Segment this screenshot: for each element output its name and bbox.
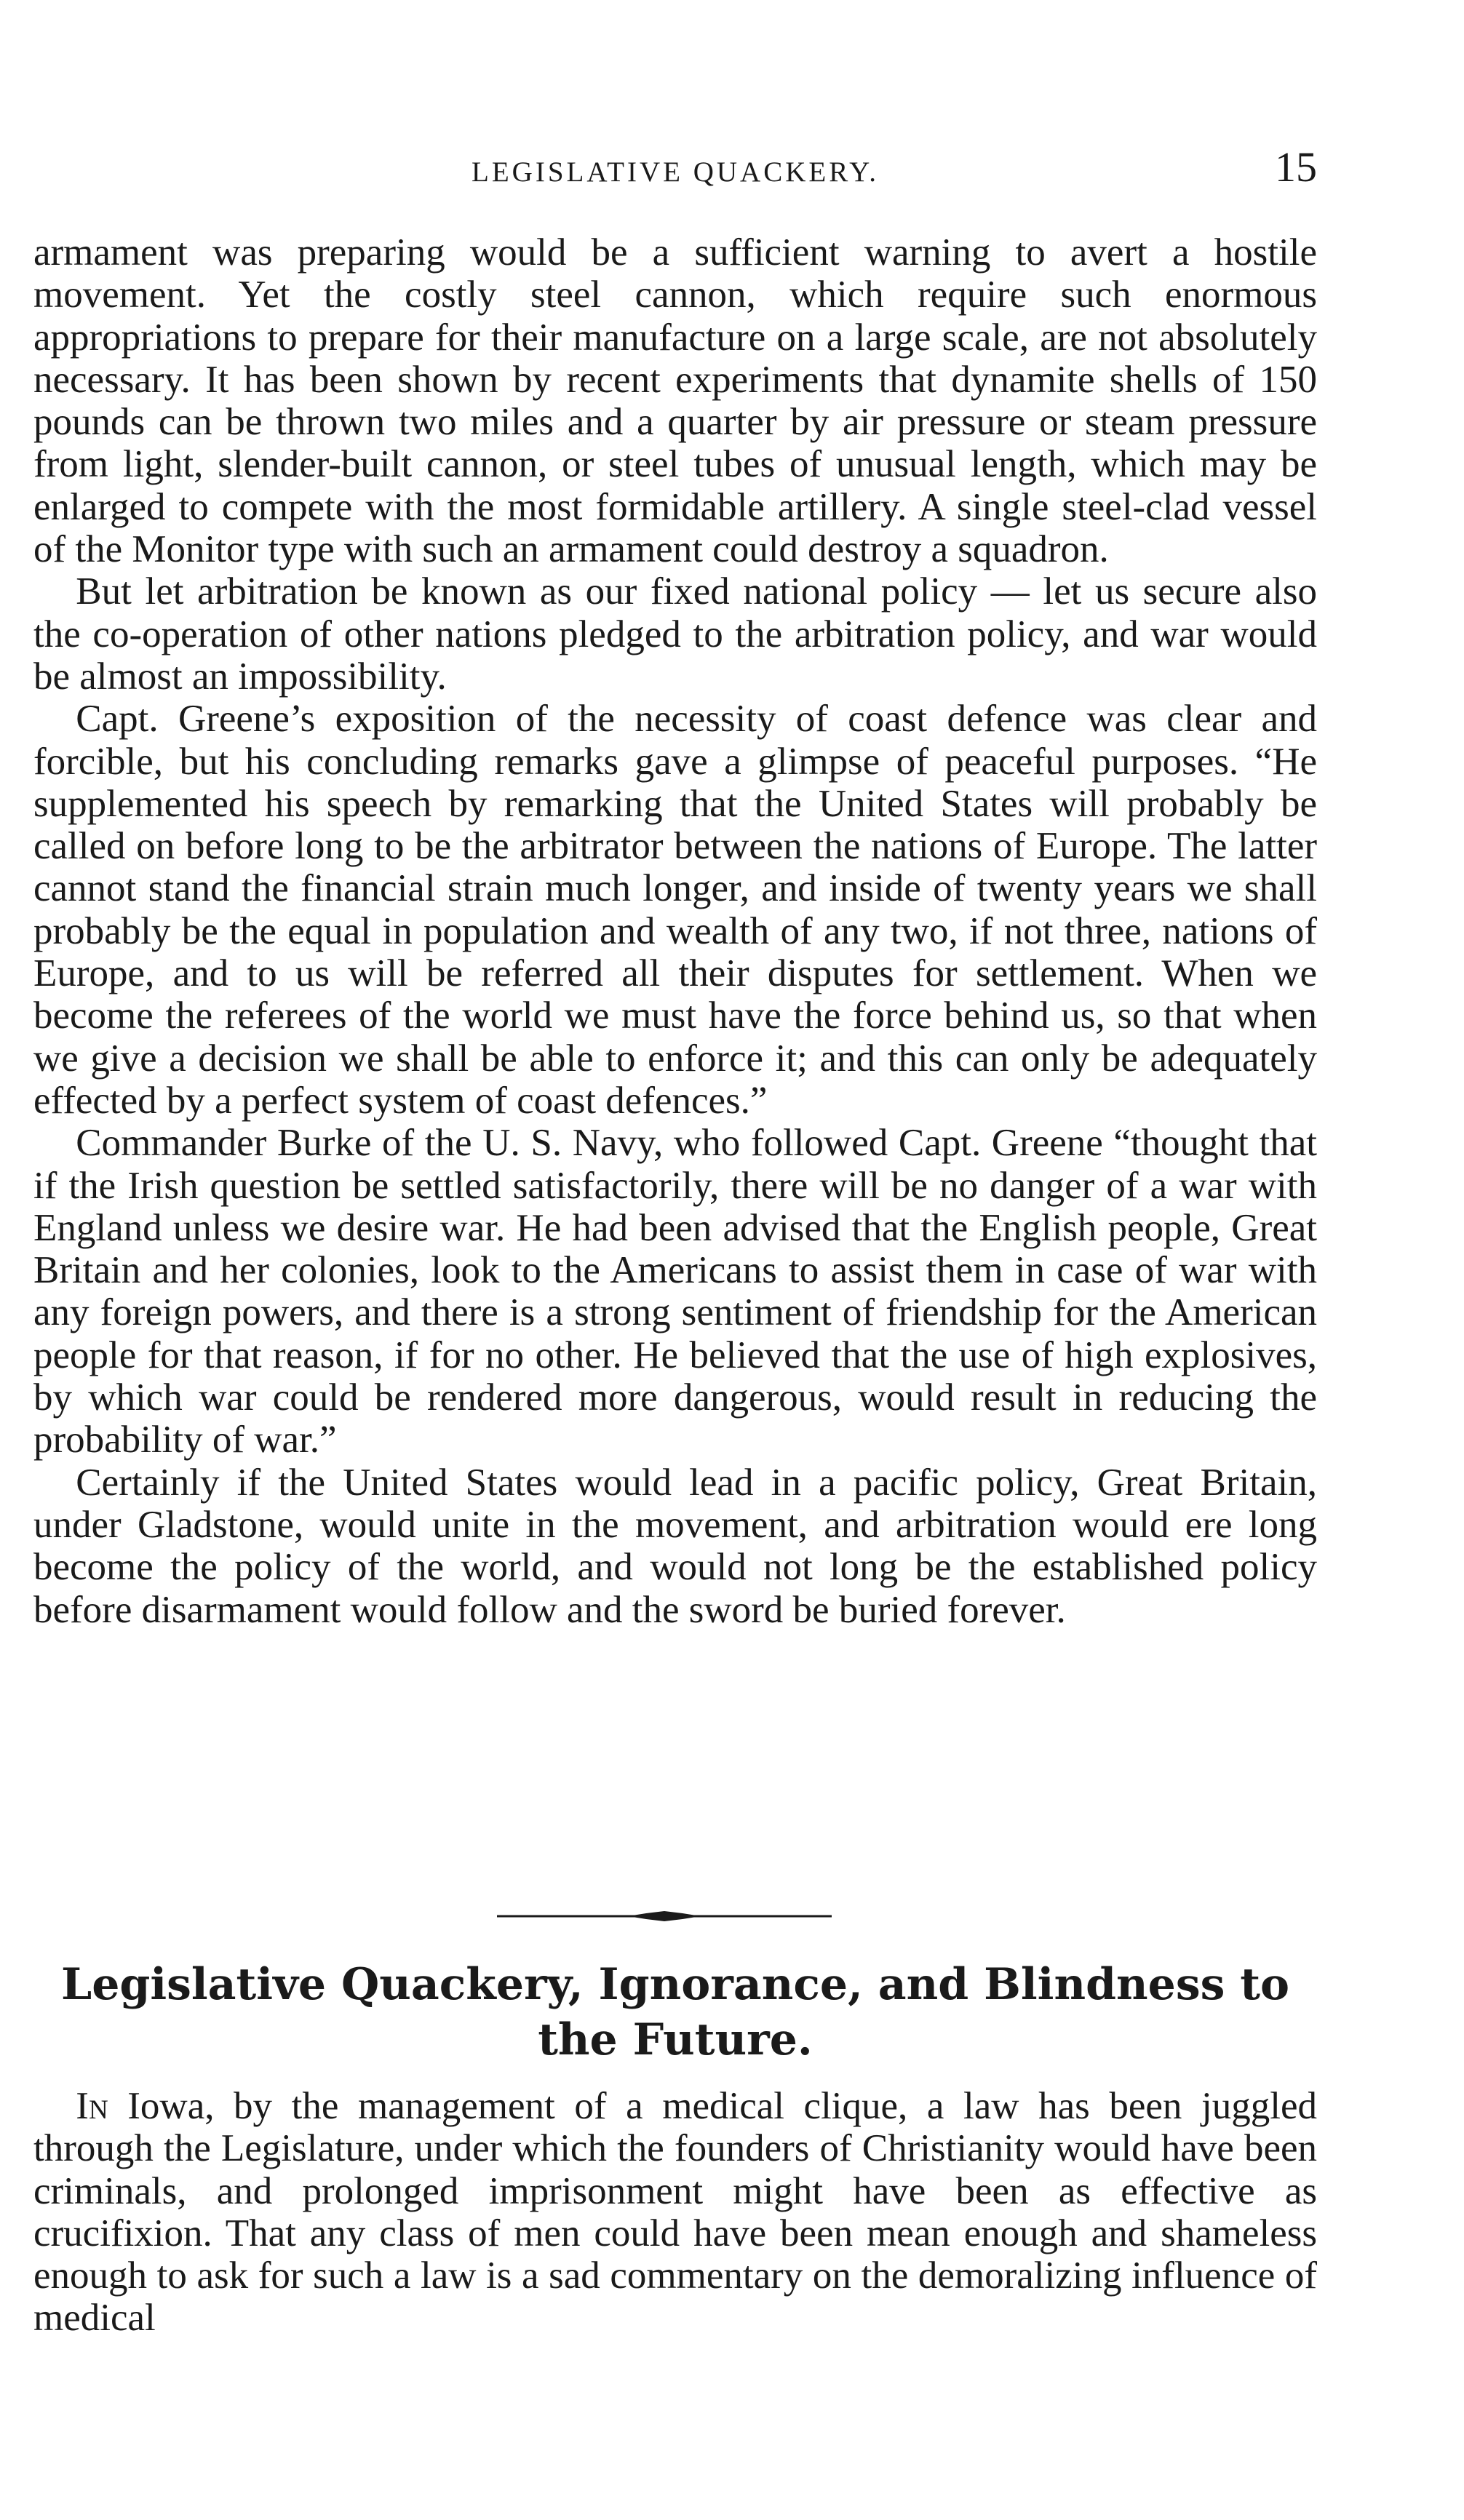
page-number: 15	[1275, 143, 1317, 191]
paragraph-arbitration: But let arbitration be known as our fixed national policy — let us secure also the co-operation of other nations pledged to the arbitration policy, and war would be almost an impossibility.	[33, 570, 1317, 698]
paragraph-commander-burke: Commander Burke of the U. S. Navy, who followed Capt. Greene “thought that if the Irish question be settled satisfactorily, there will be no danger of a war with England unless we desire war. He had been advised that the English people, Great Britain and her colonies, look to the Americans to assist them in case of war with any foreign powers, and there is a strong sentiment of friendship for the American people for that reason, if for no other. He believed that the use of high explosives, by which war could be rendered more dangerous, would result in reducing the probability of war.”	[33, 1122, 1317, 1462]
lead-word: In	[76, 2085, 108, 2127]
paragraph-pacific-policy: Certainly if the United States would lead in a pacific policy, Great Britain, under Gladstone, would unite in the movement, and arbitration would ere long become the policy of the world, and would not long be the established policy before disarmament would follow and the sword be buried forever.	[33, 1461, 1317, 1631]
running-title: LEGISLATIVE QUACKERY.	[472, 156, 879, 188]
paragraph-capt-greene: Capt. Greene’s exposition of the necessity of coast defence was clear and forcible, but his concluding remarks gave a glimpse of peaceful purposes. “He supplemented his speech by remarking that the United States will probably be called on before long to be the arbitrator between the nations of Europe. The latter cannot stand the financial strain much longer, and inside of twenty years we shall probably be the equal in population and wealth of any two, if not three, nations of Europe, and to us will be referred all their disputes for settlement. When we become the referees of the world we must have the force behind us, so that when we give a decision we shall be able to enforce it; and this can only be adequately effected by a perfect system of coast defences.”	[33, 698, 1317, 1122]
body-text-bottom	[33, 2085, 1317, 2340]
running-header	[33, 143, 1317, 201]
section-divider-ornament	[497, 1907, 832, 1925]
paragraph-iowa	[33, 2085, 1317, 2340]
paragraph-armament: armament was preparing would be a sufficient warning to avert a hostile movement. Yet the costly steel cannon, which require such enormous appropriations to prepare for their manufacture on a large scale, are not absolutely necessary. It has been shown by recent experiments that dynamite shells of 150 pounds can be thrown two miles and a quarter by air pressure or steam pressure from light, slender-built cannon, or steel tubes of unusual length, which may be enlarged to compete with the most formidable artillery. A single steel-clad vessel of the Monitor type with such an armament could destroy a squadron.	[33, 231, 1317, 571]
paragraph-iowa-text: Iowa, by the management of a medical clique, a law has been juggled through the Legislature, under which the founders of Christianity would have been criminals, and prolonged imprisonment might have been as effective as crucifixion. That any class of men could have been mean enough and shameless enough to ask for such a law is a sad commentary on the demoralizing influence of medical	[33, 2085, 1317, 2340]
section-heading: Legislative Quackery, Ignorance, and Blindness to the Future.	[61, 1959, 1289, 2065]
body-text-top	[33, 231, 1317, 1631]
